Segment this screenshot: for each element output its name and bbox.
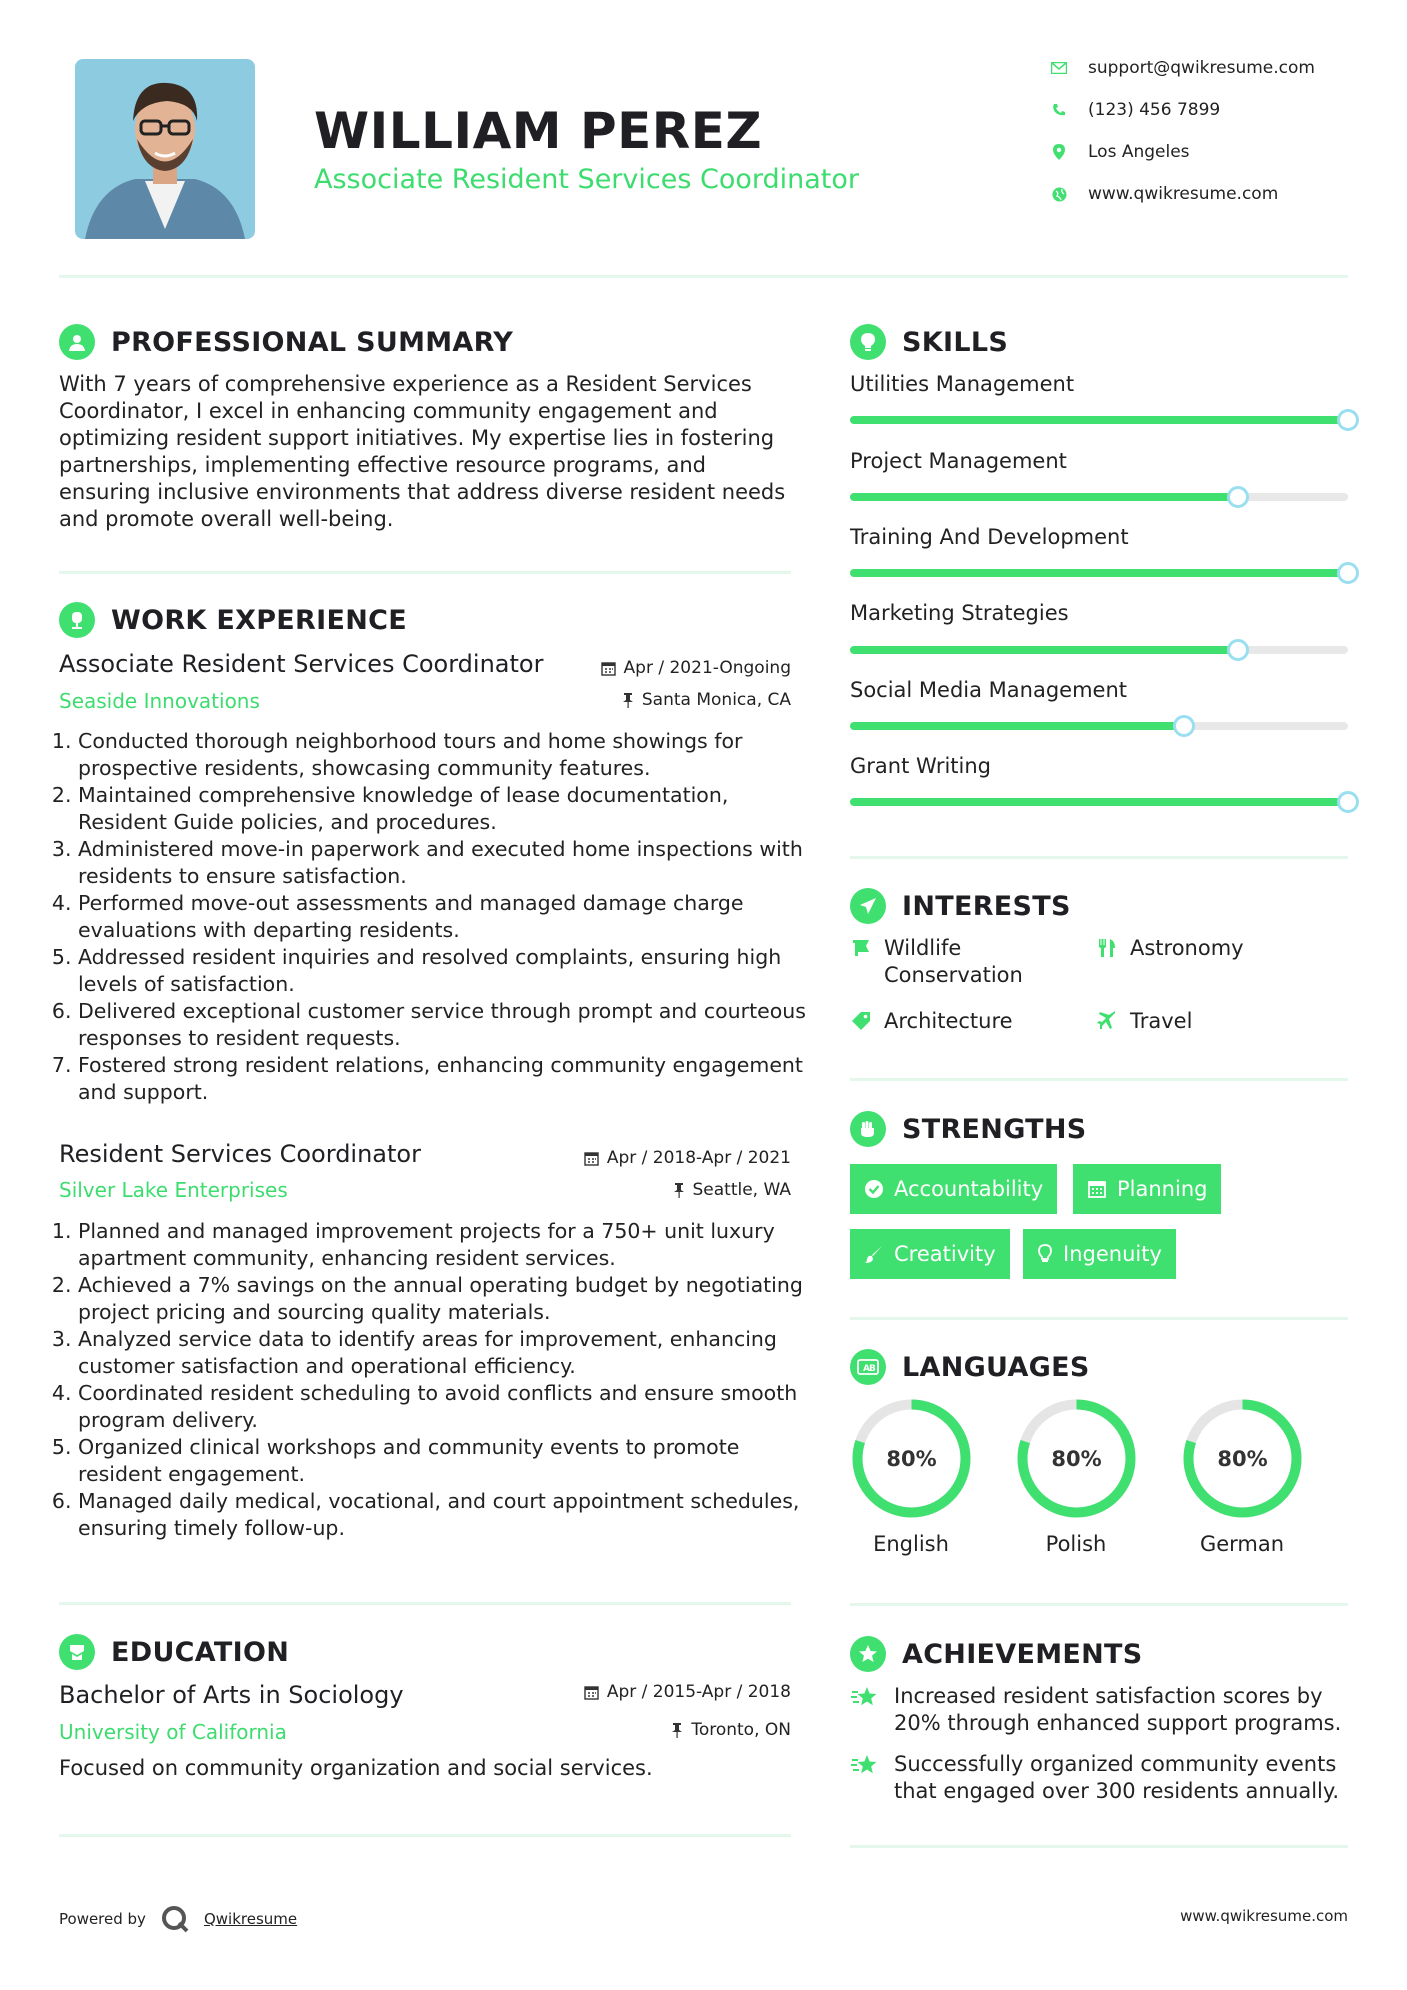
experience-heading-label: WORK EXPERIENCE (111, 604, 407, 636)
language-percent: 80% (1217, 1447, 1268, 1471)
interest-label: Architecture (884, 1009, 1013, 1033)
strength-label: Creativity (894, 1242, 996, 1266)
map-pin-icon (1050, 143, 1068, 161)
strength-chip (850, 1229, 1010, 1279)
interest-label: Travel (1130, 1009, 1193, 1033)
education-location-text: Toronto, ON (691, 1720, 791, 1740)
education-school: University of California (59, 1720, 287, 1744)
skill-name: Social Media Management (850, 678, 1128, 702)
contact-location-text: Los Angeles (1088, 142, 1190, 162)
profile-photo (75, 59, 255, 239)
skill-bar (850, 646, 1348, 654)
job-2-date-text: Apr / 2018-Apr / 2021 (606, 1148, 791, 1168)
strength-label: Planning (1117, 1177, 1208, 1201)
star-badge-icon (850, 1636, 886, 1672)
job-2-location-text: Seattle, WA (692, 1180, 791, 1200)
language-percent: 80% (886, 1447, 937, 1471)
skill-name: Project Management (850, 449, 1067, 473)
interest-label: Wildlife Conservation (884, 936, 1023, 987)
star-icon (850, 1751, 880, 1781)
skill-name: Grant Writing (850, 754, 991, 778)
education-degree: Bachelor of Arts in Sociology (59, 1681, 404, 1709)
user-icon (59, 324, 95, 360)
qwikresume-logo-icon (160, 1904, 190, 1934)
language-percent: 80% (1051, 1447, 1102, 1471)
job-2-bullet: 2. Achieved a 7% savings on the annual operating budget by negotiating project pricing and sourcing quality materials. (78, 1272, 818, 1326)
interest-item (1096, 1008, 1336, 1035)
interest-item (850, 935, 1060, 989)
job-2-date (584, 1148, 791, 1168)
star-icon (850, 1683, 880, 1713)
footer-website[interactable]: www.qwikresume.com (1180, 1907, 1348, 1925)
job-1-bullet: 5. Addressed resident inquiries and resolved complaints, ensuring high levels of satisfaction. (78, 944, 818, 998)
job-1-company: Seaside Innovations (59, 689, 260, 713)
summary-divider (59, 571, 791, 574)
contact-website-text: www.qwikresume.com (1088, 184, 1279, 204)
job-1-bullet: 7. Fostered strong resident relations, enhancing community engagement and support. (78, 1052, 818, 1106)
experience-divider (59, 1602, 791, 1605)
summary-heading (59, 324, 513, 360)
skill-name: Marketing Strategies (850, 601, 1069, 625)
paper-plane-icon (850, 888, 886, 924)
job-1-title: Associate Resident Services Coordinator (59, 650, 544, 678)
skill-bar (850, 493, 1348, 501)
envelope-icon (1050, 59, 1068, 77)
contact-email[interactable] (1050, 58, 1315, 78)
brush-icon (864, 1244, 884, 1264)
job-1-date-text: Apr / 2021-Ongoing (623, 658, 791, 678)
language-name: German (1199, 1532, 1285, 1556)
pushpin-icon (673, 1183, 685, 1198)
tag-icon (850, 1010, 872, 1032)
header-divider (59, 275, 1348, 278)
strength-label: Ingenuity (1063, 1242, 1162, 1266)
pushpin-icon (622, 693, 634, 708)
achievements-heading-label: ACHIEVEMENTS (902, 1638, 1143, 1670)
job-1-location (622, 690, 791, 710)
interest-item (1096, 935, 1336, 962)
achievements-divider (850, 1845, 1348, 1848)
education-date (584, 1682, 791, 1702)
contact-phone-text: (123) 456 7899 (1088, 100, 1221, 120)
strength-chip (850, 1164, 1057, 1214)
skill-bar (850, 798, 1348, 806)
job-2-title: Resident Services Coordinator (59, 1140, 421, 1168)
job-1-bullet: 3. Administered move-in paperwork and executed home inspections with residents to ensure satisfaction. (78, 836, 818, 890)
achievement-item (850, 1683, 1348, 1737)
language-ring (850, 1397, 973, 1520)
svg-text:B: B (869, 1364, 876, 1374)
education-description: Focused on community organization and social services. (59, 1756, 653, 1780)
calendar-icon (584, 1151, 599, 1166)
achievements-heading (850, 1636, 1143, 1672)
achievement-text: Increased resident satisfaction scores by 20% through enhanced support programs. (894, 1684, 1342, 1735)
skills-divider (850, 856, 1348, 859)
job-2-bullets (58, 1218, 818, 1542)
calendar-icon (584, 1685, 599, 1700)
skill-name: Training And Development (850, 525, 1129, 549)
interests-heading-label: INTERESTS (902, 890, 1071, 922)
strength-chip (1023, 1229, 1176, 1279)
education-location (671, 1720, 791, 1740)
briefcase-icon (59, 602, 95, 638)
strengths-heading-label: STRENGTHS (902, 1113, 1087, 1145)
utensils-icon (1096, 937, 1118, 959)
candidate-title: Associate Resident Services Coordinator (314, 164, 860, 195)
job-1-location-text: Santa Monica, CA (641, 690, 791, 710)
plane-icon (1096, 1010, 1118, 1032)
strength-chip (1073, 1164, 1221, 1214)
job-1-bullet: 4. Performed move-out assessments and managed damage charge evaluations with departing residents. (78, 890, 818, 944)
contact-phone[interactable] (1050, 100, 1220, 120)
svg-text:A: A (863, 1364, 870, 1374)
footer-powered (59, 1904, 297, 1934)
skills-heading (850, 324, 1008, 360)
contact-website[interactable] (1050, 184, 1278, 204)
pushpin-icon (671, 1723, 683, 1738)
job-1-bullets (58, 728, 818, 1106)
education-divider (59, 1834, 791, 1837)
summary-text: With 7 years of comprehensive experience as a Resident Services Coordinator, I excel in enhancing community engagement and optimizing resident support initiatives. My expertise lies in fostering partnerships, implementing effective resource programs, and ensuring inclusive environments that address diverse resident needs and promote overall well-being. (59, 372, 786, 531)
calendar-icon (1087, 1179, 1107, 1199)
candidate-name: WILLIAM PEREZ (314, 102, 763, 160)
education-heading-label: EDUCATION (111, 1636, 290, 1668)
language-ring (1181, 1397, 1304, 1520)
interest-item (850, 1008, 1060, 1035)
skills-heading-label: SKILLS (902, 326, 1009, 358)
language-name: English (873, 1532, 949, 1556)
job-2-bullet: 1. Planned and managed improvement projects for a 750+ unit luxury apartment community, enhancing resident services. (78, 1218, 818, 1272)
education-heading (59, 1634, 289, 1670)
job-1-date (601, 658, 791, 678)
achievement-item (850, 1751, 1348, 1805)
footer-brand-link[interactable]: Qwikresume (203, 1910, 298, 1928)
calendar-icon (601, 661, 616, 676)
strengths-divider (850, 1317, 1348, 1320)
lightbulb-icon (850, 324, 886, 360)
job-2-location (673, 1180, 792, 1200)
skill-bar (850, 569, 1348, 577)
job-1-bullet: 6. Delivered exceptional customer service through prompt and courteous responses to resident requests. (78, 998, 818, 1052)
globe-icon (1050, 185, 1068, 203)
phone-icon (1050, 101, 1068, 119)
check-circle-icon (864, 1179, 884, 1199)
job-2-bullet: 4. Coordinated resident scheduling to avoid conflicts and ensure smooth program delivery. (78, 1380, 818, 1434)
graduation-icon (59, 1634, 95, 1670)
lightbulb-icon (1037, 1244, 1053, 1264)
skill-bar (850, 722, 1348, 730)
job-2-bullet: 5. Organized clinical workshops and community events to promote resident engagement. (78, 1434, 818, 1488)
job-2-bullet: 3. Analyzed service data to identify areas for improvement, enhancing customer satisfaction and operational efficiency. (78, 1326, 818, 1380)
job-1-bullet: 1. Conducted thorough neighborhood tours and home showings for prospective residents, showcasing community features. (78, 728, 818, 782)
summary-heading-label: PROFESSIONAL SUMMARY (111, 326, 514, 358)
contact-email-text: support@qwikresume.com (1088, 58, 1315, 78)
interest-label: Astronomy (1130, 936, 1244, 960)
language-name: Polish (1045, 1532, 1107, 1556)
flag-icon (850, 937, 872, 959)
languages-divider (850, 1603, 1348, 1606)
job-2-bullet: 6. Managed daily medical, vocational, and court appointment schedules, ensuring timely follow-up. (78, 1488, 818, 1542)
languages-heading (850, 1349, 1090, 1385)
job-2-company: Silver Lake Enterprises (59, 1178, 288, 1202)
contact-location (1050, 142, 1190, 162)
strengths-heading (850, 1111, 1087, 1147)
achievement-text: Successfully organized community events that engaged over 300 residents annually. (894, 1752, 1339, 1803)
languages-heading-label: LANGUAGES (902, 1351, 1090, 1383)
experience-heading (59, 602, 407, 638)
language-icon (850, 1349, 886, 1385)
skill-name: Utilities Management (850, 372, 1075, 396)
skill-bar (850, 416, 1348, 424)
interests-divider (850, 1078, 1348, 1081)
language-ring (1015, 1397, 1138, 1520)
education-date-text: Apr / 2015-Apr / 2018 (606, 1682, 791, 1702)
interests-heading (850, 888, 1071, 924)
job-1-bullet: 2. Maintained comprehensive knowledge of lease documentation, Resident Guide policies, and procedures. (78, 782, 818, 836)
fist-icon (850, 1111, 886, 1147)
footer-powered-label: Powered by (59, 1910, 146, 1928)
strength-label: Accountability (894, 1177, 1044, 1201)
